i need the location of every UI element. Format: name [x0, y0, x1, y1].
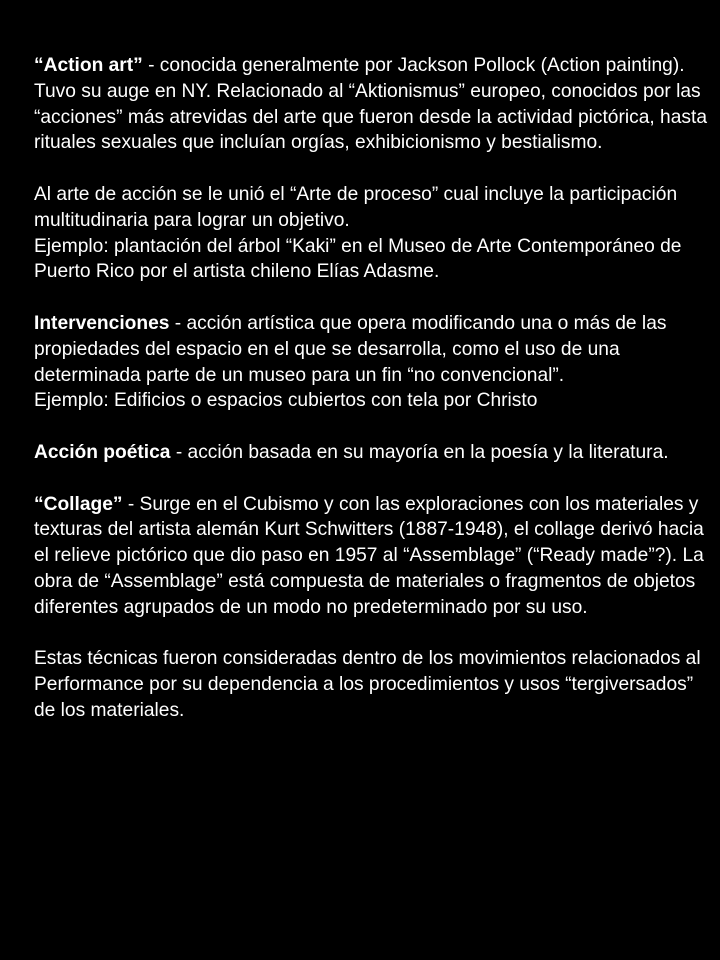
term-intervenciones: Intervenciones [34, 312, 170, 334]
term-action-art: “Action art” [34, 55, 143, 76]
paragraph-arte-de-proceso [34, 182, 710, 285]
example-intervenciones: Ejemplo: Edificios o espacios cubiertos con tela por Christo [34, 390, 538, 412]
paragraph-accion-poetica [34, 440, 710, 466]
definition-collage: - Surge en el Cubismo y con las exploraciones con los materiales y texturas del artista alemán Kurt Schwitters (1887-1948), el collage derivó hacia el relieve pictórico que dio paso en 1957 al “Assemblage” (“Ready made”?). La obra de “Assemblage” está compuesta de materiales o fragmentos de objetos diferentes agrupados de un modo no predeterminado por su uso. [34, 493, 704, 618]
definition-action-art: - conocida generalmente por Jackson Pollock (Action painting). Tuvo su auge en NY. Relacionado al “Aktionismus” europeo, conocidos por las “acciones” más atrevidas del arte que fueron desde la actividad pictórica, hasta rituales sexuales que incluían orgías, exhibicionismo y bestialismo. [34, 55, 707, 154]
definition-arte-de-proceso: Al arte de acción se le unió el “Arte de proceso” cual incluye la participación multitudinaria para lograr un objetivo. [34, 183, 678, 231]
paragraph-collage [34, 492, 710, 621]
term-accion-poetica: Acción poética [34, 441, 171, 463]
slide-body [34, 53, 710, 724]
paragraph-intervenciones [34, 311, 710, 414]
definition-accion-poetica: - acción basada en su mayoría en la poesía y la literatura. [170, 441, 669, 463]
paragraph-action-art [34, 53, 710, 156]
example-arte-de-proceso: Ejemplo: plantación del árbol “Kaki” en el Museo de Arte Contemporáneo de Puerto Rico por el artista chileno Elías Adasme. [34, 235, 682, 283]
term-collage: “Collage” [34, 493, 123, 515]
conclusion-text: Estas técnicas fueron consideradas dentro de los movimientos relacionados al Performance por su dependencia a los procedimientos y usos “tergiversados” de los materiales. [34, 648, 701, 721]
paragraph-conclusion [34, 646, 710, 723]
definition-intervenciones: - acción artística que opera modificando una o más de las propiedades del espacio en el que se desarrolla, como el uso de una determinada parte de un museo para un fin “no convencional”. [34, 312, 667, 386]
